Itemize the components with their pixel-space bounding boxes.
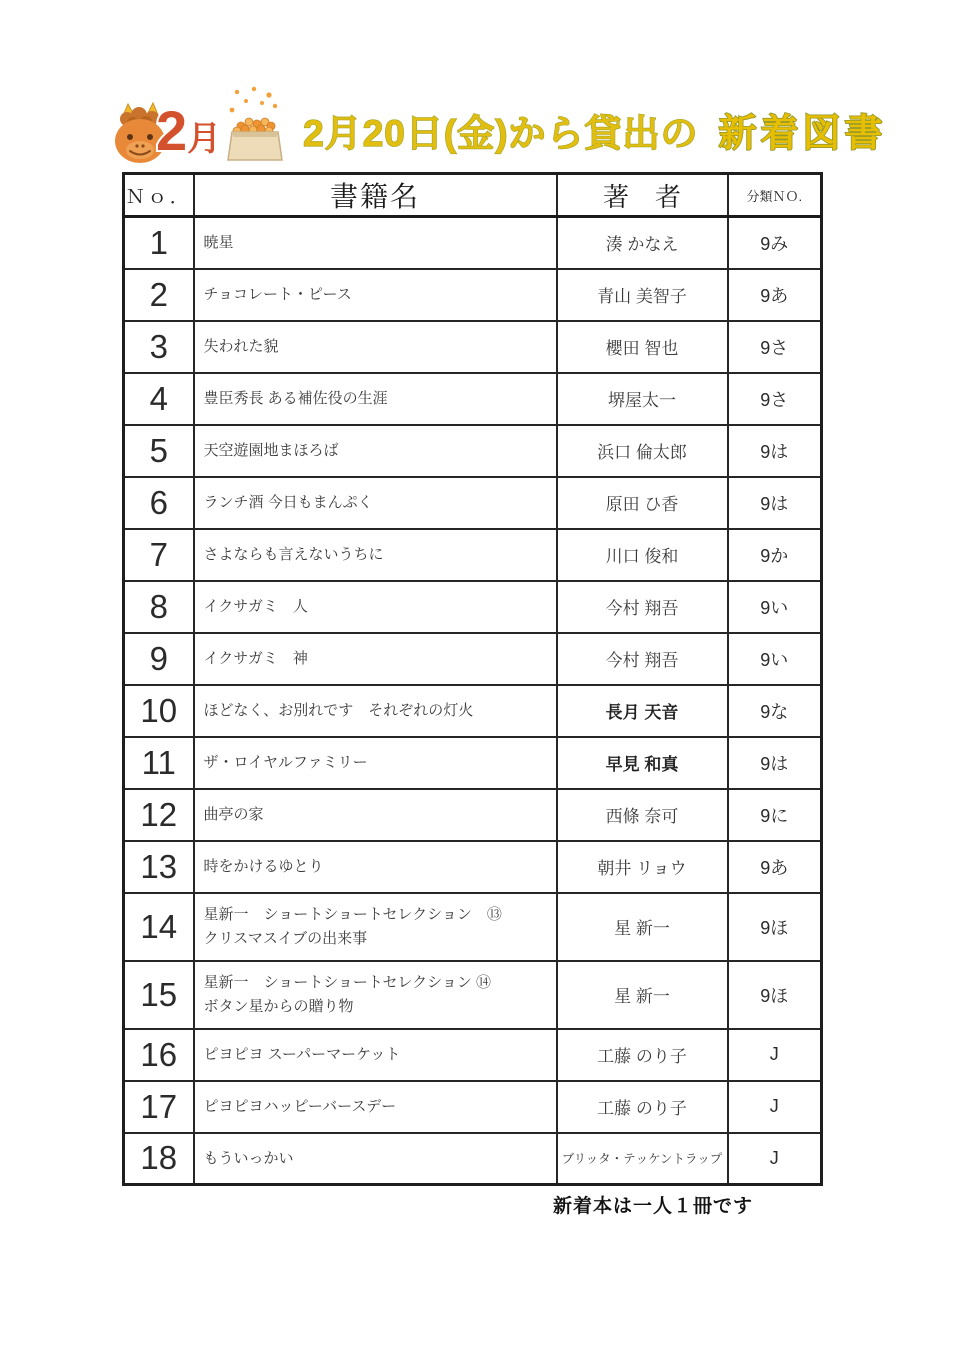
table-row	[124, 893, 822, 961]
book-author: 青山 美智子	[557, 269, 728, 321]
table-row	[124, 477, 822, 529]
book-title-line2: クリスマスイブの出来事	[203, 929, 368, 947]
table-row	[124, 789, 822, 841]
book-table-body	[124, 217, 822, 1185]
row-number: 14	[124, 893, 194, 961]
col-header-no: Ｎｏ．	[124, 174, 194, 217]
table-header-row	[124, 174, 822, 217]
book-title-cell	[194, 425, 557, 477]
book-title-cell	[194, 961, 557, 1029]
table-row	[124, 1081, 822, 1133]
book-title-line1: ほどなく、お別れです それぞれの灯火	[203, 701, 474, 719]
book-title-cell	[194, 1133, 557, 1185]
book-author: 星 新一	[557, 893, 728, 961]
book-author: 今村 翔吾	[557, 581, 728, 633]
book-title-line1: イクサガミ 人	[203, 597, 308, 615]
row-number: 15	[124, 961, 194, 1029]
book-author: 長月 天音	[557, 685, 728, 737]
class-no: 9あ	[728, 841, 822, 893]
book-author: 櫻田 智也	[557, 321, 728, 373]
book-title-cell	[194, 633, 557, 685]
book-title-line2: ボタン星からの贈り物	[203, 997, 354, 1015]
row-number: 5	[124, 425, 194, 477]
row-number: 4	[124, 373, 194, 425]
book-author: 工藤 のり子	[557, 1081, 728, 1133]
row-number: 13	[124, 841, 194, 893]
book-title-line1: 失われた貌	[203, 337, 279, 355]
table-row	[124, 1029, 822, 1081]
class-no: 9さ	[728, 321, 822, 373]
bean-box-icon	[223, 86, 287, 164]
book-title-line1: ザ・ロイヤルファミリー	[203, 753, 368, 771]
book-title-cell	[194, 477, 557, 529]
book-title-line1: 天空遊園地まほろば	[203, 441, 339, 459]
class-no: J	[728, 1081, 822, 1133]
book-title-line1: チョコレート・ピース	[203, 285, 352, 303]
table-row	[124, 633, 822, 685]
class-no: J	[728, 1133, 822, 1185]
class-no: 9は	[728, 477, 822, 529]
row-number: 17	[124, 1081, 194, 1133]
book-title-line1: イクサガミ 神	[203, 649, 308, 667]
row-number: 2	[124, 269, 194, 321]
table-row	[124, 217, 822, 269]
table-row	[124, 373, 822, 425]
book-author: 朝井 リョウ	[557, 841, 728, 893]
book-title-line1: 豊臣秀長 ある補佐役の生涯	[203, 389, 388, 407]
table-row	[124, 961, 822, 1029]
book-title-line1: もういっかい	[203, 1149, 294, 1167]
book-author: 原田 ひ香	[557, 477, 728, 529]
month-badge	[156, 99, 222, 162]
month-unit: 月	[187, 120, 222, 158]
book-title-line1: ピヨピヨハッピーバースデー	[203, 1097, 397, 1115]
row-number: 10	[124, 685, 194, 737]
book-author: 今村 翔吾	[557, 633, 728, 685]
table-row	[124, 269, 822, 321]
book-title-cell	[194, 321, 557, 373]
book-author: 湊 かなえ	[557, 217, 728, 269]
book-author: 早見 和真	[557, 737, 728, 789]
book-title-line1: 時をかけるゆとり	[203, 857, 324, 875]
row-number: 3	[124, 321, 194, 373]
table-row	[124, 685, 822, 737]
book-title-cell	[194, 841, 557, 893]
row-number: 6	[124, 477, 194, 529]
book-author: 星 新一	[557, 961, 728, 1029]
book-title-line1: さよならも言えないうちに	[203, 545, 384, 563]
page-header	[110, 84, 887, 168]
book-title-cell	[194, 373, 557, 425]
class-no: J	[728, 1029, 822, 1081]
col-header-class-no: 分類ＮＯ.	[728, 174, 822, 217]
book-title-cell	[194, 1081, 557, 1133]
row-number: 8	[124, 581, 194, 633]
book-title-cell	[194, 789, 557, 841]
col-header-title: 書籍名	[194, 174, 557, 217]
book-author: 堺屋太一	[557, 373, 728, 425]
class-no: 9い	[728, 633, 822, 685]
book-title-line1: ピヨピヨ スーパーマーケット	[203, 1045, 401, 1063]
row-number: 12	[124, 789, 194, 841]
book-author: 西條 奈可	[557, 789, 728, 841]
col-header-author: 著 者	[557, 174, 728, 217]
class-no: 9か	[728, 529, 822, 581]
class-no: 9に	[728, 789, 822, 841]
book-title-line1: 暁星	[203, 234, 234, 252]
book-title-cell	[194, 581, 557, 633]
book-title-line1: 星新一 ショートショートセレクション ⑬	[203, 906, 502, 924]
book-title-line1: ランチ酒 今日もまんぷく	[203, 493, 373, 511]
table-row	[124, 581, 822, 633]
class-no: 9な	[728, 685, 822, 737]
class-no: 9は	[728, 425, 822, 477]
book-title-cell	[194, 269, 557, 321]
row-number: 11	[124, 737, 194, 789]
book-author: 浜口 倫太郎	[557, 425, 728, 477]
footer-note: 新着本は一人１冊です	[553, 1196, 754, 1217]
book-title-cell	[194, 685, 557, 737]
book-author: 工藤 のり子	[557, 1029, 728, 1081]
book-title-cell	[194, 1029, 557, 1081]
book-author: 川口 俊和	[557, 529, 728, 581]
book-title-line1: 星新一 ショートショートセレクション ⑭	[203, 974, 492, 992]
row-number: 7	[124, 529, 194, 581]
table-row	[124, 425, 822, 477]
title-date-text: 2月20日(金)から貸出の	[303, 113, 699, 154]
class-no: 9あ	[728, 269, 822, 321]
title-main-text: 新着図書	[718, 113, 887, 155]
table-row	[124, 841, 822, 893]
new-books-table	[122, 172, 823, 1186]
table-row	[124, 1133, 822, 1185]
table-row	[124, 321, 822, 373]
row-number: 16	[124, 1029, 194, 1081]
class-no: 9い	[728, 581, 822, 633]
book-title-cell	[194, 737, 557, 789]
table-row	[124, 529, 822, 581]
class-no: 9ほ	[728, 961, 822, 1029]
book-title-cell	[194, 217, 557, 269]
row-number: 1	[124, 217, 194, 269]
class-no: 9は	[728, 737, 822, 789]
book-title-line1: 曲亭の家	[203, 805, 264, 823]
class-no: 9み	[728, 217, 822, 269]
page-title	[303, 115, 886, 153]
book-title-cell	[194, 529, 557, 581]
book-author: ブリッタ・テッケントラップ	[557, 1133, 728, 1185]
table-row	[124, 737, 822, 789]
month-number: 2	[156, 99, 188, 162]
row-number: 18	[124, 1133, 194, 1185]
class-no: 9さ	[728, 373, 822, 425]
class-no: 9ほ	[728, 893, 822, 961]
row-number: 9	[124, 633, 194, 685]
book-title-cell	[194, 893, 557, 961]
